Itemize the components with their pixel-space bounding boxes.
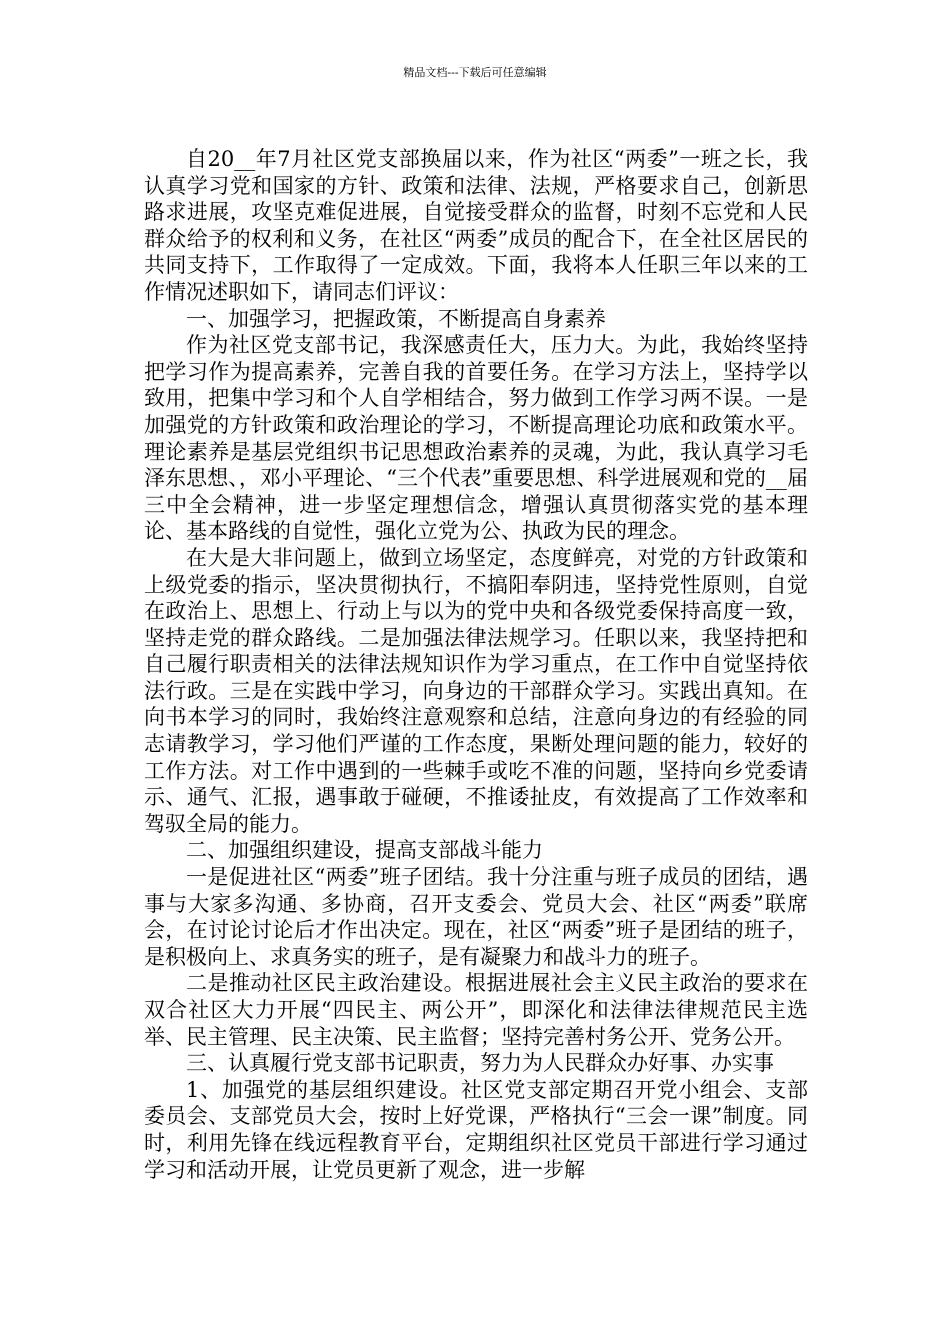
paragraph: 在大是大非问题上，做到立场坚定，态度鲜亮，对党的方针政策和上级党委的指示，坚决贯彻执行，不搞阳奉阴违，坚持党性原则，自觉在政治上、思想上、行动上与以为的党中央和各级党委保持高度一致，坚持走党的群众路线。二是加强法律法规学习。任职以来，我坚持把和自己履行职责相关的法律法规知识作为学习重点，在工作中自觉坚持依法行政。三是在实践中学习，向身边的干部群众学习。实践出真知。在向书本学习的同时，我始终注意观察和总结，注意向身边的有经验的同志请教学习，学习他们严谨的工作态度，果断处理问题的能力，较好的工作方法。对工作中遇到的一些棘手或吃不准的问题，坚持向乡党委请示、通气、汇报，遇事敢于碰硬，不推诿扯皮，有效提高了工作效率和驾驭全局的能力。 bbox=[144, 545, 808, 836]
paragraph: 一是促进社区“两委”班子团结。我十分注重与班子成员的团结，遇事与大家多沟通、多协商，召开支委会、党员大会、社区“两委”联席会，在讨论讨论后才作出决定。现在，社区“两委”班子是团结的班子，是积极向上、求真务实的班子，是有凝聚力和战斗力的班子。 bbox=[144, 865, 808, 969]
page-header: 精品文档---下载后可任意编辑 bbox=[403, 66, 547, 79]
paragraph-intro: 自20__年7月社区党支部换届以来，作为社区“两委”一班之长，我认真学习党和国家的方针、政策和法律、法规，严格要求自己，创新思路求进展，攻坚克难促进展，自觉接受群众的监督，时刻不忘党和人民群众给予的权利和义务，在社区“两委”成员的配合下，在全社区居民的共同支持下，工作取得了一定成效。下面，我将本人任职三年以来的工作情况述职如下，请同志们评议： bbox=[144, 147, 808, 304]
paragraph: 作为社区党支部书记，我深感责任大，压力大。为此，我始终坚持把学习作为提高素养，完善自我的首要任务。在学习方法上，坚持学以致用，把集中学习和个人自学相结合，努力做到工作学习两不误。一是加强党的方针政策和政治理论的学习，不断提高理论功底和政策水平。理论素养是基层党组织书记思想政治素养的灵魂，为此，我认真学习毛泽东思想、，邓小平理论、“三个代表”重要思想、科学进展观和党的__届三中全会精神，进一步坚定理想信念，增强认真贯彻落实党的基本理论、基本路线的自觉性，强化立党为公、执政为民的理念。 bbox=[144, 333, 808, 544]
document-body bbox=[144, 146, 808, 1183]
section-heading-2: 二、加强组织建设，提高支部战斗能力 bbox=[186, 838, 543, 863]
section-heading-1: 一、加强学习，把握政策，不断提高自身素养 bbox=[186, 306, 606, 331]
paragraph: 二是推动社区民主政治建设。根据进展社会主义民主政治的要求在双合社区大力开展“四民主、两公开”，即深化和法律法律规范民主选举、民主管理、民主决策、民主监督；坚持完善村务公开、党务公开。 bbox=[144, 971, 808, 1049]
section-heading-3: 三、认真履行党支部书记职责，努力为人民群众办好事、办实事 bbox=[186, 1051, 774, 1076]
paragraph: 1、加强党的基层组织建设。社区党支部定期召开党小组会、支部委员会、支部党员大会，按时上好党课，严格执行“三会一课”制度。同时，利用先锋在线远程教育平台，定期组织社区党员干部进行学习通过学习和活动开展，让党员更新了观念，进一步解 bbox=[144, 1077, 808, 1182]
